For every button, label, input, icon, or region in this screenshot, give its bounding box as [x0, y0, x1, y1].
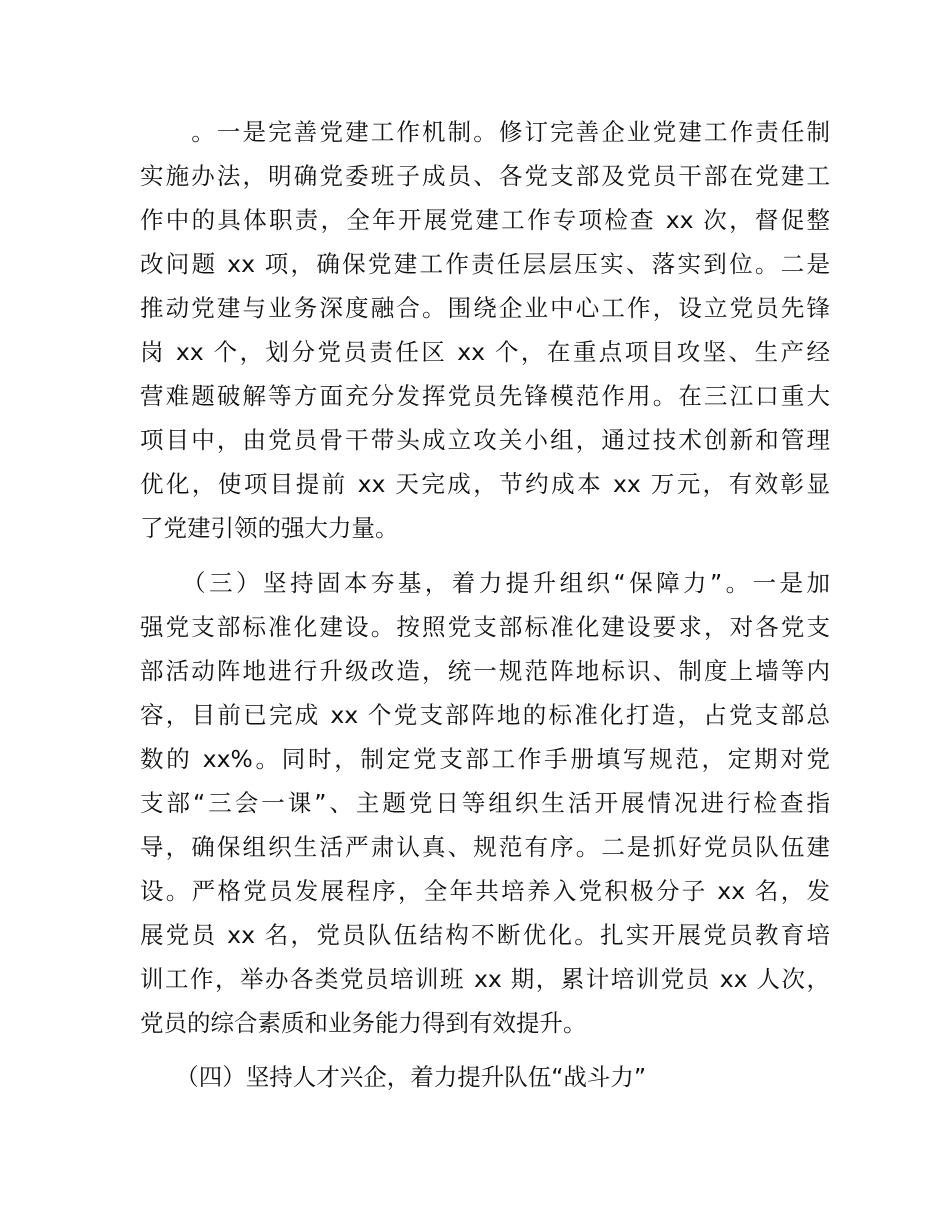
text-line: 强党支部标准化建设。按照党支部标准化建设要求，对各党支	[140, 613, 830, 641]
text-line: 党员的综合素质和业务能力得到有效提升。	[140, 1009, 587, 1037]
text-line: 部活动阵地进行升级改造，统一规范阵地标识、制度上墙等内	[140, 657, 830, 685]
text-line: 优化，使项目提前 xx 天完成，节约成本 xx 万元，有效彰显	[140, 470, 830, 498]
text-line: 实施办法，明确党委班子成员、各党支部及党员干部在党建工	[140, 162, 830, 190]
text-line: 训工作，举办各类党员培训班 xx 期，累计培训党员 xx 人次，	[140, 965, 830, 993]
text-line: 项目中，由党员骨干带头成立攻关小组，通过技术创新和管理	[140, 426, 830, 454]
text-line: 容，目前已完成 xx 个党支部阵地的标准化打造，占党支部总	[140, 701, 830, 729]
section-heading-line: （四）坚持人才兴企，着力提升队伍“战斗力”	[140, 1063, 647, 1091]
text-line: 推动党建与业务深度融合。围绕企业中心工作，设立党员先锋	[140, 294, 830, 322]
text-line: 岗 xx 个，划分党员责任区 xx 个，在重点项目攻坚、生产经	[140, 338, 830, 366]
text-line: 营难题破解等方面充分发挥党员先锋模范作用。在三江口重大	[140, 382, 830, 410]
section-heading-line: （三）坚持固本夯基，着力提升组织“保障力”。一是加	[140, 569, 830, 597]
text-line: 作中的具体职责，全年开展党建工作专项检查 xx 次，督促整	[140, 206, 830, 234]
text-line: 导，确保组织生活严肃认真、规范有序。二是抓好党员队伍建	[140, 833, 830, 861]
text-line: 改问题 xx 项，确保党建工作责任层层压实、落实到位。二是	[140, 250, 830, 278]
text-line: 展党员 xx 名，党员队伍结构不断优化。扎实开展党员教育培	[140, 921, 830, 949]
text-line: 支部“三会一课”、主题党日等组织生活开展情况进行检查指	[140, 789, 830, 817]
text-line: 。一是完善党建工作机制。修订完善企业党建工作责任制	[140, 118, 830, 146]
text-line: 了党建引领的强大力量。	[140, 514, 399, 542]
text-line: 数的 xx%。同时，制定党支部工作手册填写规范，定期对党	[140, 745, 830, 773]
text-line: 设。严格党员发展程序，全年共培养入党积极分子 xx 名，发	[140, 877, 830, 905]
